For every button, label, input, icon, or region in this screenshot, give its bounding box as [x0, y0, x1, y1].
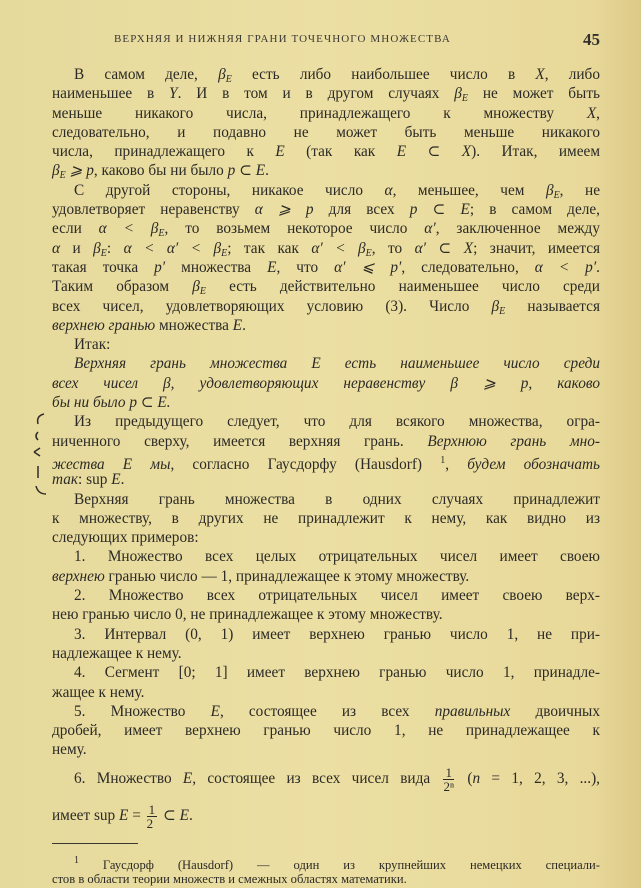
italic-run: жества E мы [52, 455, 171, 473]
text-line [52, 605, 600, 624]
paragraph [52, 547, 600, 586]
text-line [52, 219, 600, 238]
text-line [52, 451, 601, 473]
text-run: ниченного сверху, имеется верхняя грань. [52, 432, 428, 450]
text-line [52, 870, 600, 888]
paragraph [52, 335, 600, 354]
italic-run: так [52, 471, 79, 489]
paragraph [52, 490, 600, 548]
text-run: , каково бы ни было [93, 162, 228, 180]
text-line [52, 354, 600, 373]
text-run: меньше никакого числа, принадлежащего к множеству [52, 104, 587, 122]
italic-run: верхнею [52, 567, 105, 585]
text-line [52, 65, 600, 84]
running-header [52, 30, 600, 50]
text-run: и [60, 239, 94, 257]
text-run: С другой стороны, никакое число [74, 181, 385, 199]
text-line [52, 335, 600, 354]
text-run: нему. [52, 741, 87, 759]
text-run: ( [456, 769, 473, 787]
text-line [52, 797, 600, 834]
text-run: следовательно, и подавно не может быть меньше никакого [52, 123, 600, 141]
italic-run: E [275, 143, 285, 161]
fraction-numerator: 1 [443, 766, 454, 780]
italic-run: Y [169, 85, 178, 103]
text-run: множества [155, 316, 233, 334]
text-run: Таким образом [52, 278, 193, 296]
italic-run: β [218, 66, 226, 83]
text-line [52, 181, 600, 200]
text-run: для всех [313, 201, 410, 219]
italic-run: верхнею гранью [52, 316, 156, 334]
fraction-denominator: 2 [146, 815, 154, 831]
text-line [52, 509, 600, 528]
text-run: . [242, 316, 246, 334]
text-run: , состоящее из всех [219, 702, 435, 720]
italic-run: α′ < β [311, 239, 366, 257]
text-run: имеет sup [52, 806, 120, 824]
text-run: 1. Множество всех целых отрицательных чисел имеет своею [74, 548, 600, 566]
text-line [52, 412, 600, 431]
italic-run: α ⩾ p [254, 201, 314, 219]
subscript: E [199, 286, 206, 298]
text-run: , согласно Гаусдорфу (Hausdorf) [170, 455, 441, 473]
text-run: 6. Множество [74, 769, 183, 787]
text-run: ; в самом деле, [469, 201, 600, 219]
text-line [52, 721, 600, 740]
italic-run: n [472, 769, 481, 787]
subscript: E [59, 170, 66, 182]
text-line [52, 852, 600, 870]
text-run: дробей, имеет верхнею гранью число 1, не принадлежащее к [52, 722, 600, 740]
text-run: к множеству, в других не принадлежит к нему, как видно из [52, 509, 600, 527]
text-run: . [265, 162, 269, 180]
chapter-title: ВЕРХНЯЯ И НИЖНЯЯ ГРАНИ ТОЧЕЧНОГО МНОЖЕСТВА [114, 33, 451, 45]
text-line [52, 432, 600, 451]
italic-run: X [535, 66, 545, 83]
text-run: есть либо наибольшее число в [231, 66, 536, 83]
text-run: множества [165, 258, 268, 276]
text-run: В самом деле, [74, 66, 219, 83]
paragraph [52, 181, 600, 335]
italic-run: E [179, 806, 189, 824]
subscript: E [100, 247, 107, 259]
subscript: E [499, 305, 506, 317]
pencil-margin-bracket-icon [30, 410, 54, 500]
text-run: наименьшее в [52, 85, 170, 103]
text-run: . И в том и в другом случаях [177, 85, 455, 103]
text-run: , меньшее, чем [392, 181, 546, 199]
fraction [147, 803, 158, 830]
page-number: 45 [583, 30, 600, 49]
superscript: 1 [74, 855, 79, 866]
italic-run: α′ [424, 220, 436, 238]
text-line [52, 104, 600, 123]
italic-run: E [267, 258, 277, 276]
italic-run: α < β [98, 220, 159, 238]
italic-run: β [454, 85, 462, 103]
text-run: : sup [78, 471, 112, 489]
text-run: Верхняя грань множества в одних случаях принадлежит [74, 490, 600, 508]
text-run: , не [559, 181, 600, 199]
text-run: стов в области теории множеств и смежных областях математики. [52, 872, 407, 886]
fraction-denominator: 2ⁿ [443, 778, 455, 794]
fraction-numerator: 1 [148, 801, 156, 817]
text-line [52, 528, 600, 547]
page-body [52, 65, 600, 834]
italic-run: α [384, 181, 393, 199]
text-line [52, 393, 600, 412]
italic-run: β [192, 278, 200, 296]
italic-run: p ⊂ E [227, 162, 266, 180]
text-line [52, 200, 600, 219]
subscript: E [225, 74, 232, 85]
text-run: надлежащее к нему. [52, 644, 182, 662]
text-run: 3. Интервал (0, 1) имеет верхнею гранью число 1, не при- [74, 625, 600, 643]
text-run: 5. Множество [74, 702, 211, 720]
text-line [52, 490, 600, 509]
footnote-divider [52, 843, 138, 844]
italic-run: α < α′ < β [123, 239, 222, 257]
italic-run: α′ ⊂ X [414, 239, 474, 257]
text-run: , следовательно, [401, 258, 535, 276]
text-line [52, 277, 600, 296]
italic-run: α < p′ [534, 258, 597, 276]
italic-run: Верхнюю грань мно- [427, 432, 600, 450]
text-line [52, 702, 600, 721]
text-run: гранью число — 1, принадлежащее к этому множеству. [104, 567, 470, 585]
text-line [52, 740, 600, 759]
subscript: E [461, 93, 469, 105]
italic-run: α′ ⩽ p′ [334, 258, 402, 276]
italic-run: правильных [434, 702, 511, 720]
text-line [52, 258, 600, 277]
italic-run: E [232, 316, 243, 334]
italic-run: α [52, 239, 61, 257]
italic-run: E [182, 769, 193, 787]
text-run: Гаусдорф (Hausdorf) — один из крупнейших немецких специали- [79, 858, 600, 872]
text-run: следующих примеров: [52, 529, 199, 547]
text-run: Из предыдущего следует, что для всякого множества, огра- [74, 413, 600, 431]
italic-run: будем обозначать [467, 455, 601, 473]
text-line [52, 663, 600, 682]
italic-run: бы ни было p ⊂ E. [52, 394, 171, 412]
text-line [52, 625, 600, 644]
italic-run: X [586, 104, 597, 122]
text-run: если [52, 220, 99, 238]
text-line [52, 567, 600, 586]
paragraph [52, 625, 600, 664]
text-run: есть действительно наименьшее число среди [205, 278, 600, 296]
italic-run: E [210, 702, 220, 720]
text-run: , то возьмем некоторое число [164, 220, 425, 238]
text-run: (так как [284, 143, 397, 161]
italic-run: β [93, 239, 101, 257]
text-line [52, 760, 600, 797]
text-run: . [189, 806, 193, 824]
text-run: , состоящее из всех чисел вида [192, 769, 442, 787]
italic-run: β [491, 297, 500, 315]
text-line [52, 239, 600, 258]
italic-run: E ⊂ X [396, 143, 472, 161]
subscript: E [221, 247, 228, 259]
text-run: 4. Сегмент [0; 1] имеет верхнею гранью число 1, принадле- [74, 664, 600, 682]
paragraph [52, 663, 600, 702]
text-run: , что [276, 258, 335, 276]
text-run: жащее к нему. [52, 683, 145, 701]
text-run: , либо [544, 66, 600, 83]
text-run: такая точка [52, 258, 155, 276]
text-line [52, 142, 600, 161]
text-line [52, 84, 600, 103]
text-run: нею гранью число 0, не принадлежащее к этому множеству. [52, 606, 443, 624]
subscript: E [158, 228, 165, 240]
text-line [52, 683, 600, 702]
text-run: , [445, 455, 468, 473]
fraction [443, 766, 454, 793]
text-run: = 1, 2, 3, ...), [480, 769, 600, 787]
text-run: , то [371, 239, 415, 257]
text-line [52, 316, 600, 335]
text-line [52, 586, 600, 605]
text-run: , заключенное между [435, 220, 600, 238]
subscript: E [365, 247, 372, 259]
text-line [52, 297, 600, 316]
paragraph [52, 65, 600, 181]
text-line [52, 470, 600, 489]
italic-run: p ⊂ E [409, 201, 470, 219]
text-run: = [128, 806, 145, 824]
italic-run: β [52, 162, 60, 180]
text-run: числа, принадлежащего к [52, 143, 276, 161]
text-run: ). Итак, имеем [471, 143, 600, 161]
italic-run: E [119, 806, 129, 824]
text-line [52, 547, 600, 566]
text-run: Итак: [74, 336, 111, 354]
text-run: удовлетворяет неравенству [52, 201, 255, 219]
text-run: : [106, 239, 124, 257]
text-run: , [596, 104, 600, 122]
text-run: . [596, 258, 600, 276]
text-run: не может быть [468, 85, 600, 103]
paragraph [52, 354, 600, 412]
text-run: ⊂ [159, 806, 180, 824]
paragraph [52, 586, 600, 625]
text-run: ; так как [227, 239, 312, 257]
italic-run: β [545, 181, 554, 199]
superscript: 1 [440, 454, 446, 466]
text-run: всех чисел, удовлетворяющих условию (3). Число [52, 297, 492, 315]
text-run: 2. Множество всех отрицательных чисел имеет своею верх- [74, 587, 600, 605]
text-run: . [120, 471, 125, 489]
paragraph [52, 760, 600, 834]
text-run: двоичных [510, 702, 600, 720]
italic-run: E [111, 471, 121, 489]
text-run: называется [505, 297, 600, 315]
italic-run: всех чисел β, удовлетворяющих неравенству β ⩾ p, каково [52, 374, 600, 392]
text-line [52, 161, 600, 180]
italic-run: Верхняя грань множества E есть наименьшее число среди [74, 355, 600, 373]
text-line [52, 374, 600, 393]
italic-run: ⩾ p [65, 162, 94, 180]
italic-run: p′ [154, 258, 166, 276]
paragraph [52, 412, 600, 489]
text-run: ; значит, имеется [473, 239, 601, 257]
text-line [52, 644, 600, 663]
text-line [52, 123, 600, 142]
subscript: E [553, 189, 560, 201]
paragraph [52, 702, 600, 760]
